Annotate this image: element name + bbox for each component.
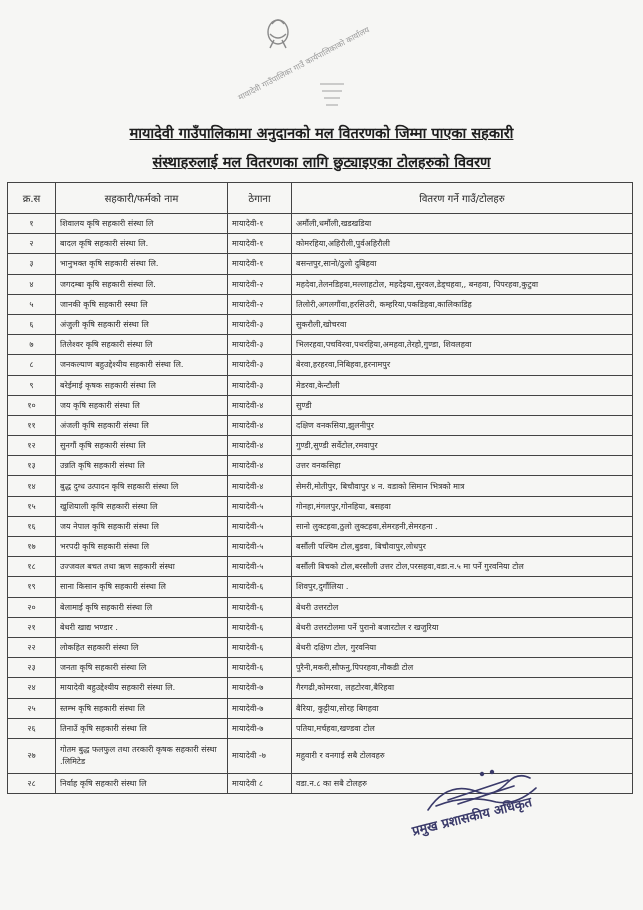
cell-name: स्तम्भ कृषि सहकारी संस्था लि	[56, 698, 228, 718]
table-row	[8, 678, 633, 698]
table-row	[8, 436, 633, 456]
header-name: सहकारी/फर्मको नाम	[56, 183, 228, 214]
signature-designation: प्रमुख प्रशासकीय अधिकृत	[410, 795, 534, 840]
cell-location: मायादेवी-३	[228, 335, 292, 355]
table-body	[8, 214, 633, 794]
cell-areas: शिवपुर,दुर्गौलिया .	[292, 577, 633, 597]
table-row	[8, 395, 633, 415]
cell-sn: २८	[8, 773, 56, 793]
cell-name: बुद्ध दुग्ध उत्पादन कृषि सहकारी संस्था लि	[56, 476, 228, 496]
cell-sn: १५	[8, 496, 56, 516]
cell-name: गोतम बुद्ध फलफुल तथा तरकारी कृषक सहकारी संस्था .लिमिटेड	[56, 738, 228, 773]
table-row	[8, 314, 633, 334]
cell-name: तिलेश्वर कृषि सहकारी संस्था लि	[56, 335, 228, 355]
cell-location: मायादेवी-७	[228, 718, 292, 738]
cell-name: अंजली कृषि सहकारी संस्था लि	[56, 415, 228, 435]
cell-name: उन्नति कृषि सहकारी संस्था लि	[56, 456, 228, 476]
table-row	[8, 456, 633, 476]
cell-name: मायादेवी बहुउद्देश्यीय सहकारी संस्था लि.	[56, 678, 228, 698]
cell-areas: बसन्तपुर,सानो/ठुलो दुबिहवा	[292, 254, 633, 274]
cell-location: मायादेवी-३	[228, 375, 292, 395]
cell-location: मायादेवी-४	[228, 395, 292, 415]
table-row	[8, 355, 633, 375]
table-row	[8, 617, 633, 637]
table-row	[8, 537, 633, 557]
cell-sn: २३	[8, 658, 56, 678]
cell-name: भानुभक्त कृषि सहकारी संस्था लि.	[56, 254, 228, 274]
cell-sn: २७	[8, 738, 56, 773]
cell-location: मायादेवी-१	[228, 214, 292, 234]
table-row	[8, 516, 633, 536]
cell-location: मायादेवी-३	[228, 355, 292, 375]
cell-areas: बेरवा,हरहरवा,निबिहवा,हरनामपुर	[292, 355, 633, 375]
cell-location: मायादेवी-७	[228, 678, 292, 698]
header-areas: वितरण गर्ने गाउँ/टोलहरु	[292, 183, 633, 214]
table-row	[8, 637, 633, 657]
page-title: मायादेवी गाउँपालिकामा अनुदानको मल वितरणको जिम्मा पाएका सहकारी	[129, 126, 514, 142]
cell-location: मायादेवी-४	[228, 456, 292, 476]
cell-name: लोकहित सहकारी संस्था लि	[56, 637, 228, 657]
cell-areas: सुकरौली,खोचरवा	[292, 314, 633, 334]
cell-sn: २	[8, 234, 56, 254]
cell-areas: सानो लुक्टहवा,ठुलो लुक्टहवा,सेमरहनी,सेमरहना .	[292, 516, 633, 536]
cell-name: जय कृषि सहकारी संस्था लि	[56, 395, 228, 415]
cell-areas: महदेवा,तेलनडिहवा,मल्लाहटोल, महदेइया,सुरवल,डेड्चहवा,, बनहवा, पिपरहवा,कुटुवा	[292, 274, 633, 294]
cell-location: मायादेवी-५	[228, 557, 292, 577]
cell-location: मायादेवी-४	[228, 415, 292, 435]
cell-sn: १२	[8, 436, 56, 456]
cell-areas: गोनहा,मंगलपुर,गोनहिया, बसहवा	[292, 496, 633, 516]
cell-sn: १४	[8, 476, 56, 496]
table-header-row	[8, 183, 633, 214]
cell-sn: ७	[8, 335, 56, 355]
table-row	[8, 718, 633, 738]
cell-areas: उत्तर वनकसिहा	[292, 456, 633, 476]
cell-location: मायादेवी-२	[228, 274, 292, 294]
cell-areas: बेथरी उत्तरटोलमा पर्ने पुरानो बजारटोल र खजुरिया	[292, 617, 633, 637]
cell-location: मायादेवी-५	[228, 516, 292, 536]
cell-sn: १९	[8, 577, 56, 597]
page-subtitle: संस्थाहरुलाई मल वितरणका लागि छुट्याइएका टोलहरुको विवरण	[152, 155, 491, 171]
cell-areas: गुण्डी,सुण्डी सर्वेटोल,रमवापुर	[292, 436, 633, 456]
cell-location: मायादेवी-४	[228, 476, 292, 496]
cell-name: तिनाउँ कृषि सहकारी संस्था लि	[56, 718, 228, 738]
table-row	[8, 698, 633, 718]
cell-name: बरेईमाई कृषक सहकारी संस्था लि	[56, 375, 228, 395]
cell-areas: अर्मौली,धर्मौली,खडखडिया	[292, 214, 633, 234]
table-row	[8, 577, 633, 597]
table-row	[8, 214, 633, 234]
cell-name: उज्जवल बचत तथा ऋण सहकारी संस्था	[56, 557, 228, 577]
cell-sn: ३	[8, 254, 56, 274]
cell-location: मायादेवी-६	[228, 597, 292, 617]
table-row	[8, 274, 633, 294]
cell-areas: कोमरहिया,अहिरौली,पुर्वअहिरौली	[292, 234, 633, 254]
cell-name: निर्वाह कृषि सहकारी संस्था लि	[56, 773, 228, 793]
cell-name: जानकी कृषि सहकारी स्स्था लि	[56, 294, 228, 314]
cell-sn: २५	[8, 698, 56, 718]
cell-location: मायादेवी-६	[228, 658, 292, 678]
cell-sn: २१	[8, 617, 56, 637]
municipal-seal-icon	[236, 10, 371, 110]
header-location: ठेगाना	[228, 183, 292, 214]
cell-sn: ४	[8, 274, 56, 294]
cell-name: जनता कृषि सहकारी संस्था लि	[56, 658, 228, 678]
table-row	[8, 254, 633, 274]
seal-text: मायादेवी गाउँपालिका गाउँ कार्यपालिकाको कार्यालय	[236, 25, 371, 103]
cell-sn: ११	[8, 415, 56, 435]
cell-location: मायादेवी-६	[228, 637, 292, 657]
cell-areas: सुण्डी	[292, 395, 633, 415]
table-row	[8, 476, 633, 496]
table-row	[8, 294, 633, 314]
cell-areas: तिलोरी,अगलगौंवा,हरसिउरी, कम्हरिया,पकडिहवा,कालिकाडिह	[292, 294, 633, 314]
cell-name: खुशियाली कृषि सहकारी संस्था लि	[56, 496, 228, 516]
cell-areas: पुरैनी,मकरी,सौफनु,पिपरहवा,नौकडी टोल	[292, 658, 633, 678]
cell-location: मायादेवी-७	[228, 698, 292, 718]
cell-areas: बर्सौली बिचको टोल,बरसौली उत्तर टोल,परसहवा,वडा.न.५ मा पर्ने गुरवनिया टोल	[292, 557, 633, 577]
cell-location: मायादेवी-६	[228, 577, 292, 597]
cell-sn: ५	[8, 294, 56, 314]
cell-location: मायादेवी-३	[228, 314, 292, 334]
cell-areas: बेथरी दक्षिण टोल, गुरवनिया	[292, 637, 633, 657]
table-row	[8, 557, 633, 577]
cell-name: बादल कृषि सहकारी संस्था लि.	[56, 234, 228, 254]
cell-sn: १८	[8, 557, 56, 577]
table-row	[8, 658, 633, 678]
cell-sn: १७	[8, 537, 56, 557]
header-sn: क्र.स	[8, 183, 56, 214]
table-row	[8, 335, 633, 355]
cell-areas: बेथरी उत्तरटोल	[292, 597, 633, 617]
cell-name: शिवालय कृषि सहकारी संस्था लि	[56, 214, 228, 234]
cell-name: जगदम्बा कृषि सहकारी संस्था लि.	[56, 274, 228, 294]
cell-location: मायादेवी-५	[228, 537, 292, 557]
cell-location: मायादेवी-६	[228, 617, 292, 637]
cell-location: मायादेवी-५	[228, 496, 292, 516]
cell-areas: पतिया,मर्चहवा,खण्डवा टोल	[292, 718, 633, 738]
cell-name: सुनगौं कृषि सहकारी संस्था लि	[56, 436, 228, 456]
cell-sn: २४	[8, 678, 56, 698]
cell-areas: दक्षिण वनकसिया,झुलनीपुर	[292, 415, 633, 435]
cell-areas: मेडरवा,केन्टौली	[292, 375, 633, 395]
table-row	[8, 375, 633, 395]
cell-location: मायादेवी-४	[228, 436, 292, 456]
cell-location: मायादेवी -७	[228, 738, 292, 773]
cell-sn: ६	[8, 314, 56, 334]
cell-sn: १३	[8, 456, 56, 476]
cell-sn: २६	[8, 718, 56, 738]
cell-name: बेथरी खाद्य भण्डार .	[56, 617, 228, 637]
cell-location: मायादेवी ८	[228, 773, 292, 793]
cell-name: बेलामाई कृषि सहकारी संस्था लि	[56, 597, 228, 617]
cell-name: साना किसान कृषि सहकारी संस्था लि	[56, 577, 228, 597]
cell-sn: १	[8, 214, 56, 234]
cell-name: जय नेपाल कृषि सहकारी संस्था लि	[56, 516, 228, 536]
cell-location: मायादेवी-२	[228, 294, 292, 314]
cell-areas: भिलरहवा,पचविरवा,पथरहिया,अमहवा,तेरहो,गुण्डा, शिवलहवा	[292, 335, 633, 355]
cell-areas: महुवारी र वनगाई सबै टोलवहरु	[292, 738, 633, 773]
cell-name: जनकल्याण बहुउद्देश्यीय सहकारी संस्था लि.	[56, 355, 228, 375]
cell-sn: ९	[8, 375, 56, 395]
cell-areas: वडा.न.८ का सबै टोलहरु	[292, 773, 633, 793]
cell-sn: १०	[8, 395, 56, 415]
cell-sn: २०	[8, 597, 56, 617]
cell-areas: बर्सौली पश्चिम टोल,बुडवा, बिचौवापुर,लोधपुर	[292, 537, 633, 557]
cell-areas: गैरगढी,कोमरवा, लहटोरवा,बैरिहवा	[292, 678, 633, 698]
cell-name: अंजुली कृषि सहकारी संस्था लि	[56, 314, 228, 334]
cell-sn: ८	[8, 355, 56, 375]
cell-areas: बैरिया, कुट्टीया,सोरह बिगहवा	[292, 698, 633, 718]
cell-location: मायादेवी-१	[228, 234, 292, 254]
cell-sn: २२	[8, 637, 56, 657]
cell-areas: सेमरी,मोतीपुर, बिचौवापुर ४ न. वडाको सिमान भित्रको मात्र	[292, 476, 633, 496]
cell-name: भरपदी कृषि सहकारी संस्था लि	[56, 537, 228, 557]
cell-sn: १६	[8, 516, 56, 536]
table-row	[8, 496, 633, 516]
distribution-table	[7, 182, 633, 794]
table-row	[8, 597, 633, 617]
table-row	[8, 415, 633, 435]
cell-location: मायादेवी-१	[228, 254, 292, 274]
table-row	[8, 234, 633, 254]
